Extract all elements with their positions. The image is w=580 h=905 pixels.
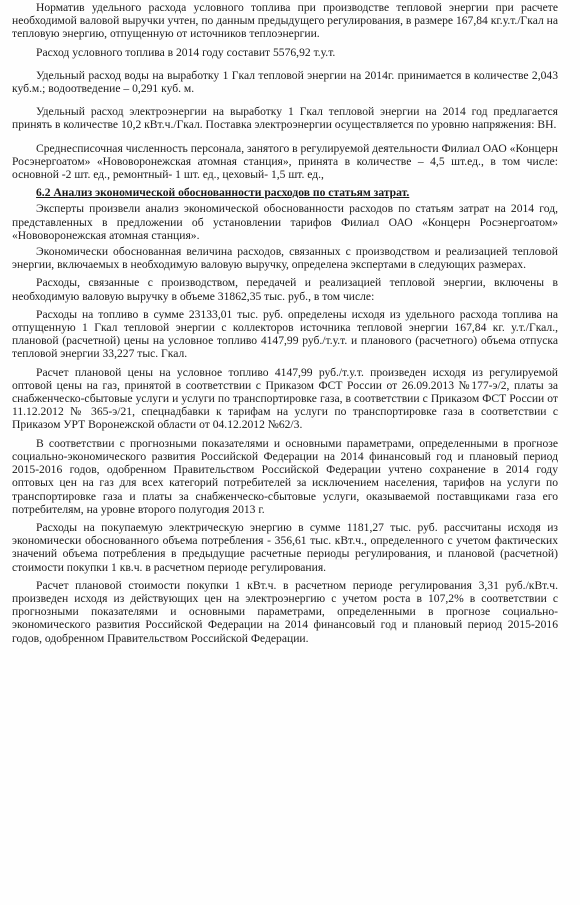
paragraph-staff-count: Среднесписочная численность персонала, занятого в регулируемой деятельности Филиал ОАО «Концерн Росэнергоатом» «Нововоронежская атомная станция», принята в количестве – 4,5 шт.ед., в том числе: основной -2 шт. ед., ремонтный- 1 шт. ед., цеховый- 1,5 шт. ед., [12,141,558,182]
paragraph-water-consumption: Удельный расход воды на выработку 1 Гкал тепловой энергии на 2014г. принимается в количестве 2,043 куб.м.; водоотведение – 0,291 куб. м. [12,68,558,96]
paragraph-fuel-costs: Расходы на топливо в сумме 23133,01 тыс. руб. определены исходя из удельного расхода топлива на отпущенную 1 Гкал тепловой энергии с коллекторов источника тепловой энергии 167,84 кг. у.т./Гкал., плановой (расчетной) цены на условное топливо 4147,99 руб./т.у.т. и планового (расчетного) объема отпуска тепловой энергии 33,227 тыс. Гкал. [12,307,558,361]
paragraph-forecast-parameters: В соответствии с прогнозными показателями и основными параметрами, определенными в прогнозе социально-экономического развития Российской Федерации на 2014 финансовый год и плановый период 2015-2016 годов, одобренном Правительством Российской Федерации учтено сохранение в 2014 году оптовых цен на газ для всех категорий потребителей за исключением населения, тарифов на услуги по транспортировке газа и платы за снабженческо-сбытовые услуги, оказываемой поставщиками газа его потребителям, на уровне второго полугодия 2013 г. [12,436,558,516]
paragraph-expert-analysis: Эксперты произвели анализ экономической обоснованности расходов по статьям затрат на 2014 год, представленных в предложении об установлении тарифов Филиал ОАО «Концерн Росэнергоатом» «Нововоронежская атомная станция». [12,202,558,242]
paragraph-fuel-consumption: Расход условного топлива в 2014 году составит 5576,92 т.у.т. [36,45,336,59]
paragraph-fuel-price-calc: Расчет плановой цены на условное топливо 4147,99 руб./т.у.т. произведен исходя из регулируемой оптовой цены на газ, принятой в соответствии с Приказом ФСТ России от 26.09.2013 №177-э/2, платы за снабженческо-сбытовые услуги и услуги по транспортировке газа, в соответствии с Приказом ФСТ России от 11.12.2012 № 365-э/21, спецнадбавки к тарифам на услуги по транспортировке газа в соответствии с Приказом УРТ Воронежской области от 04.12.2012 №62/3. [12,365,558,432]
paragraph-electricity-price-calc: Расчет плановой стоимости покупки 1 кВт.ч. в расчетном периоде регулирования 3,31 руб./кВт.ч. произведен исходя из действующих цен на электроэнергию с учетом роста в 107,2% в соответствии с прогнозными показателями и основными параметрами, определенными в прогнозе социально-экономического развития Российской Федерации на 2014 финансовый год и плановый период 2015-2016 годов, одобренном Правительством Российской Федерации. [12,578,558,645]
paragraph-electricity-consumption: Удельный расход электроэнергии на выработку 1 Гкал тепловой энергии на 2014 год предлагается принять в количестве 10,2 кВт.ч./Гкал. Поставка электроэнергии осуществляется по уровню напряжения: ВН. [12,105,558,132]
paragraph-production-costs: Расходы, связанные с производством, передачей и реализацией тепловой энергии, включены в необходимую валовую выручку в объеме 31862,35 тыс. руб., в том числе: [12,276,558,303]
paragraph-justified-costs: Экономически обоснованная величина расходов, связанных с производством и реализацией тепловой энергии, включаемых в необходимую валовую выручку, определена экспертами в следующих размерах. [12,245,558,272]
section-heading: 6.2 Анализ экономической обоснованности расходов по статьям затрат. [36,186,410,200]
paragraph-electricity-costs: Расходы на покупаемую электрическую энергию в сумме 1181,27 тыс. руб. рассчитаны исходя из экономически обоснованного объема потребления - 356,61 тыс. кВт.ч., определенного с учетом фактических значений объема потребления в предыдущие расчетные периоды регулирования, и плановой (расчетной) стоимости покупки 1 кв.ч. в расчетном периоде регулирования. [12,520,558,574]
paragraph-fuel-norm: Норматив удельного расхода условного топлива при производстве тепловой энергии при расчете необходимой валовой выручки учтен, по данным предыдущего регулирования, в размере 167,84 кг.у.т./Гкал на тепловую энергию, отпущенную от источников теплоэнергии. [12,1,558,41]
